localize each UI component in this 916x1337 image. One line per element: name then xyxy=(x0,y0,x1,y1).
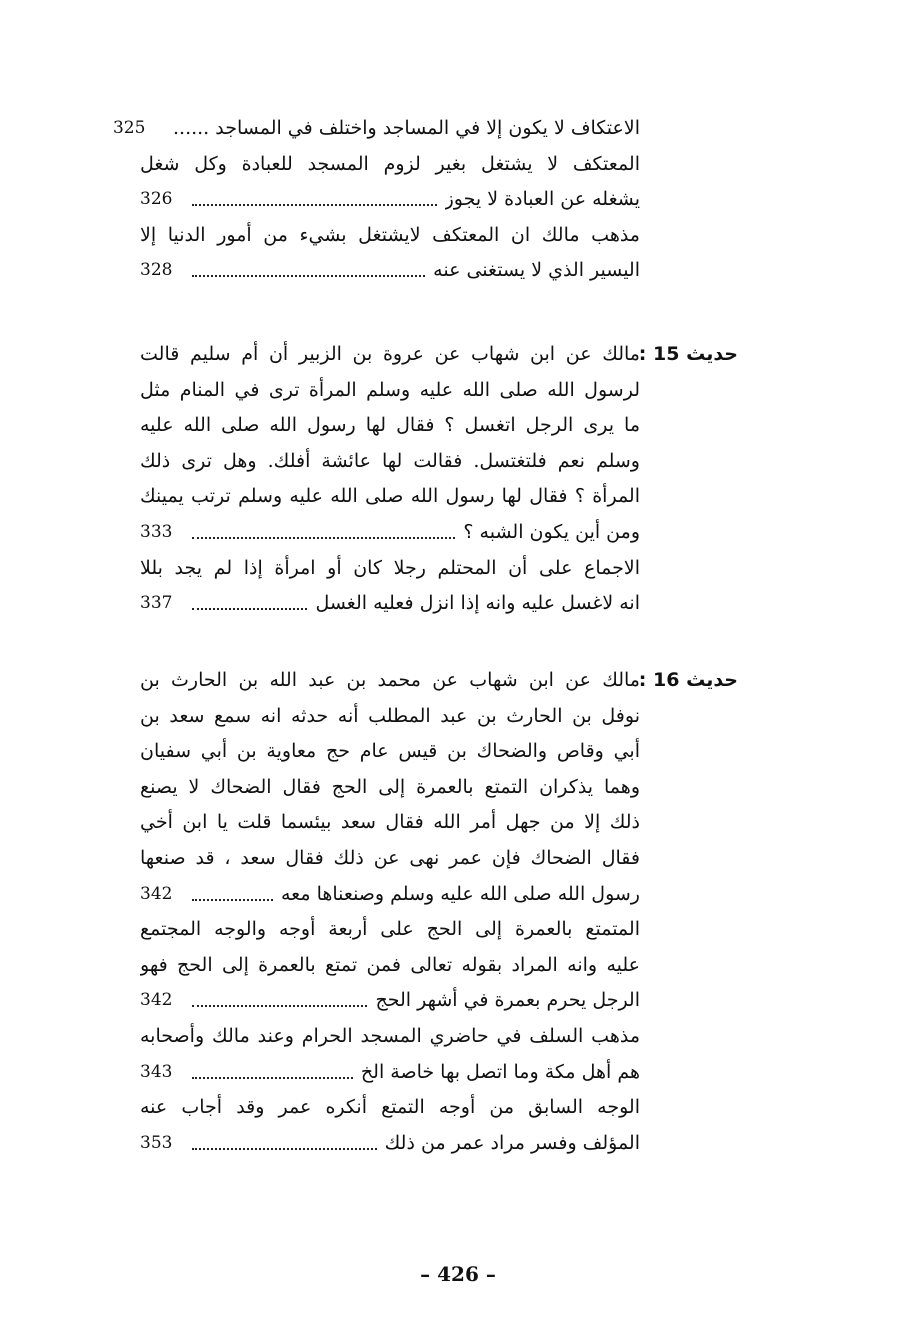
dot-leader xyxy=(192,1077,353,1079)
index-entry-line xyxy=(140,252,640,288)
line-text: لرسول الله صلى الله عليه وسلم المرأة ترى في المنام مثل xyxy=(140,378,640,401)
page-reference: 343 xyxy=(140,1061,173,1082)
text-line xyxy=(140,336,640,372)
hadith-number: 15 xyxy=(653,343,680,365)
hadith-label-separator: : xyxy=(638,343,647,365)
line-text: ومن أين يكون الشبه ؟ xyxy=(463,521,640,543)
index-entry-line xyxy=(140,585,640,621)
page-reference: 326 xyxy=(140,189,173,210)
text-line xyxy=(140,1089,640,1125)
line-text: رسول الله صلى الله عليه وسلم وصنعناها معه xyxy=(281,882,640,905)
page-reference: 328 xyxy=(140,260,173,281)
index-entry-line xyxy=(140,876,640,912)
text-line xyxy=(140,911,640,947)
dot-leader xyxy=(192,1005,367,1007)
dot-leader xyxy=(192,899,273,901)
page-reference: 353 xyxy=(140,1132,173,1153)
index-entry-line xyxy=(140,982,640,1018)
page-reference: 342 xyxy=(140,883,173,904)
text-line xyxy=(140,443,640,479)
text-line xyxy=(140,550,640,586)
hadith-label xyxy=(638,336,738,372)
line-text: أبي وقاص والضحاك بن قيس عام حج معاوية بن أبي سفيان xyxy=(140,740,640,763)
text-line xyxy=(140,947,640,983)
line-text: المؤلف وفسر مراد عمر من ذلك xyxy=(384,1131,640,1154)
line-text: اليسير الذي لا يستغنى عنه xyxy=(433,259,640,282)
line-text: الاعتكاف لا يكون إلا في المساجد واختلف في المساجد ...... xyxy=(172,117,640,139)
line-text: هم أهل مكة وما اتصل بها خاصة الخ xyxy=(360,1060,640,1083)
dot-leader xyxy=(192,1148,377,1150)
line-text: الوجه السابق من أوجه التمتع أنكره عمر وقد أجاب عنه xyxy=(140,1096,640,1119)
line-text: الرجل يحرم بعمرة في أشهر الحج xyxy=(375,989,640,1012)
page-reference: 333 xyxy=(140,522,173,542)
text-line xyxy=(140,769,640,805)
dot-leader xyxy=(192,204,437,206)
line-text: مالك عن ابن شهاب عن عروة بن الزبير أن أم سليم قالت xyxy=(140,343,640,365)
line-text: المرأة ؟ فقال لها رسول الله صلى الله عليه وسلم ترتب يمينك xyxy=(140,485,640,508)
page-reference: 342 xyxy=(140,990,173,1011)
hadith-number: 16 xyxy=(653,669,680,691)
line-text: مالك عن ابن شهاب عن محمد بن عبد الله بن الحارث بن xyxy=(140,669,640,691)
line-text: المتمتع بالعمرة إلى الحج على أربعة أوجه والوجه المجتمع xyxy=(140,918,640,941)
text-line xyxy=(140,804,640,840)
hadith-label-separator: : xyxy=(638,669,647,691)
text-line xyxy=(140,662,640,698)
line-text: ما يرى الرجل اتغسل ؟ فقال لها رسول الله صلى الله عليه xyxy=(140,414,640,437)
line-text: فقال الضحاك فإن عمر نهى عن ذلك فقال سعد ، قد صنعها xyxy=(140,847,640,869)
index-entry-line xyxy=(140,1054,640,1090)
text-line xyxy=(140,372,640,408)
page-number: – 426 – xyxy=(420,1262,496,1286)
line-text: وسلم نعم فلتغتسل. فقالت لها عائشة أفلك. وهل ترى ذلك xyxy=(140,449,640,472)
page-reference: 325 xyxy=(112,118,146,138)
text-line xyxy=(140,407,640,443)
page-reference: 337 xyxy=(140,593,173,614)
index-entry-line xyxy=(140,1125,640,1161)
text-line xyxy=(140,698,640,734)
line-text: عليه وانه المراد بقوله تعالى فمن تمتع بالعمرة إلى الحج فهو xyxy=(140,953,640,976)
line-text: الاجماع على أن المحتلم رجلا كان أو امرأة إذا لم يجد بللا xyxy=(140,556,640,579)
text-line xyxy=(140,840,640,876)
index-entry-line xyxy=(140,514,640,550)
index-entry-line xyxy=(112,110,640,146)
line-text: مذهب مالك ان المعتكف لايشتغل بشيء من أمور الدنيا إلا xyxy=(140,223,640,246)
line-text: انه لاغسل عليه وانه إذا انزل فعليه الغسل xyxy=(315,592,640,615)
line-text: وهما يذكران التمتع بالعمرة إلى الحج فقال الضحاك لا يصنع xyxy=(140,775,640,798)
line-text: يشغله عن العبادة لا يجوز xyxy=(444,188,640,211)
text-line xyxy=(140,217,640,253)
hadith-label-word: حديث xyxy=(686,669,738,691)
line-text: مذهب السلف في حاضري المسجد الحرام وعند مالك وأصحابه xyxy=(140,1025,640,1047)
text-line xyxy=(140,146,640,182)
text-line xyxy=(140,1018,640,1054)
dot-leader xyxy=(192,275,425,277)
text-line xyxy=(140,733,640,769)
line-text: نوفل بن الحارث بن عبد المطلب أنه حدثه انه سمع سعد بن xyxy=(140,704,640,727)
line-text: المعتكف لا يشتغل بغير لزوم المسجد للعبادة وكل شغل xyxy=(140,152,640,175)
line-text: ذلك إلا من جهل أمر الله فقال سعد بيئسما قلت يا ابن أخي xyxy=(140,811,640,834)
dot-leader xyxy=(192,537,455,539)
index-entry-line xyxy=(140,181,640,217)
hadith-label xyxy=(638,662,738,698)
hadith-label-word: حديث xyxy=(686,343,738,365)
text-line xyxy=(140,478,640,514)
dot-leader xyxy=(192,608,307,610)
